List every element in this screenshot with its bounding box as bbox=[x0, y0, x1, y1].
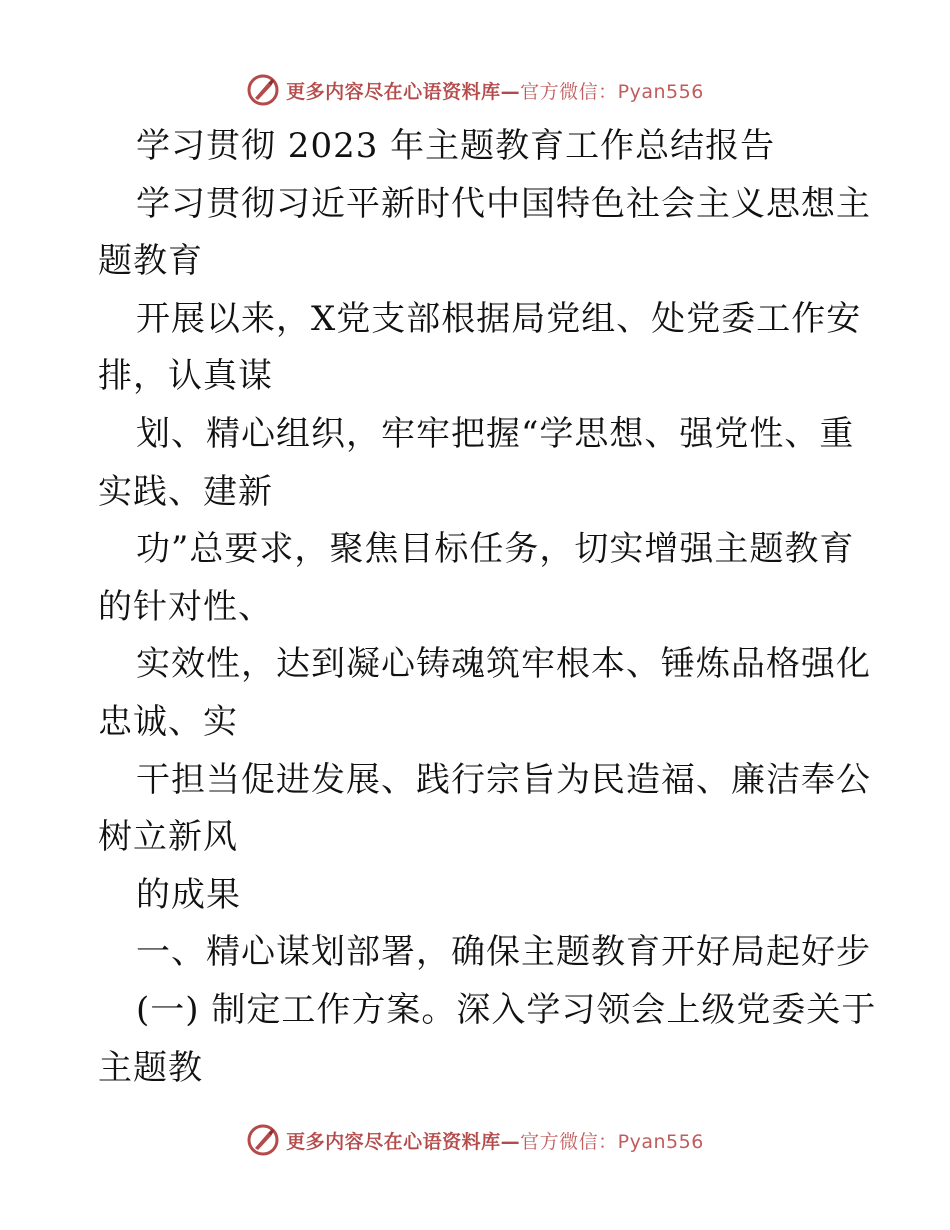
paragraph-line: 的成果 bbox=[136, 874, 241, 915]
paragraph-line: 干担当促进发展、践行宗旨为民造福、廉洁奉公 bbox=[136, 759, 871, 800]
paragraph-line: 功”总要求，聚焦目标任务，切实增强主题教育 bbox=[136, 529, 855, 570]
banner-text: 更多内容尽在心语资料库—官方微信：Pyan556 bbox=[286, 1130, 704, 1153]
paragraph-line: 忠诚、实 bbox=[98, 701, 238, 742]
paragraph-line: 树立新风 bbox=[98, 817, 238, 858]
document-title: 学习贯彻 2023 年主题教育工作总结报告 bbox=[136, 126, 776, 166]
paragraph-line: 主题教 bbox=[98, 1047, 203, 1088]
paragraph-line: 划、精心组织，牢牢把握“学思想、强党性、重 bbox=[136, 413, 855, 454]
paragraph-line: 学习贯彻习近平新时代中国特色社会主义思想主 bbox=[136, 183, 871, 224]
subsection-heading: (一) 制定工作方案。深入学习领会上级党委关于 bbox=[136, 989, 877, 1030]
paragraph-line: 实效性，达到凝心铸魂筑牢根本、锤炼品格强化 bbox=[136, 644, 871, 685]
pen-logo-icon bbox=[246, 73, 280, 107]
section-heading: 一、精心谋划部署，确保主题教育开好局起好步 bbox=[136, 932, 871, 973]
pen-logo-icon bbox=[246, 1123, 280, 1157]
document-body bbox=[98, 118, 877, 1097]
paragraph-line: 题教育 bbox=[98, 241, 203, 282]
paragraph-line: 排，认真谋 bbox=[98, 356, 273, 397]
paragraph-line: 的针对性、 bbox=[98, 586, 273, 627]
paragraph-line: 开展以来，X党支部根据局党组、处党委工作安 bbox=[136, 298, 862, 339]
footer-banner bbox=[0, 1120, 950, 1160]
header-banner bbox=[0, 70, 950, 110]
paragraph-line: 实践、建新 bbox=[98, 471, 273, 512]
banner-text: 更多内容尽在心语资料库—官方微信：Pyan556 bbox=[286, 80, 704, 103]
